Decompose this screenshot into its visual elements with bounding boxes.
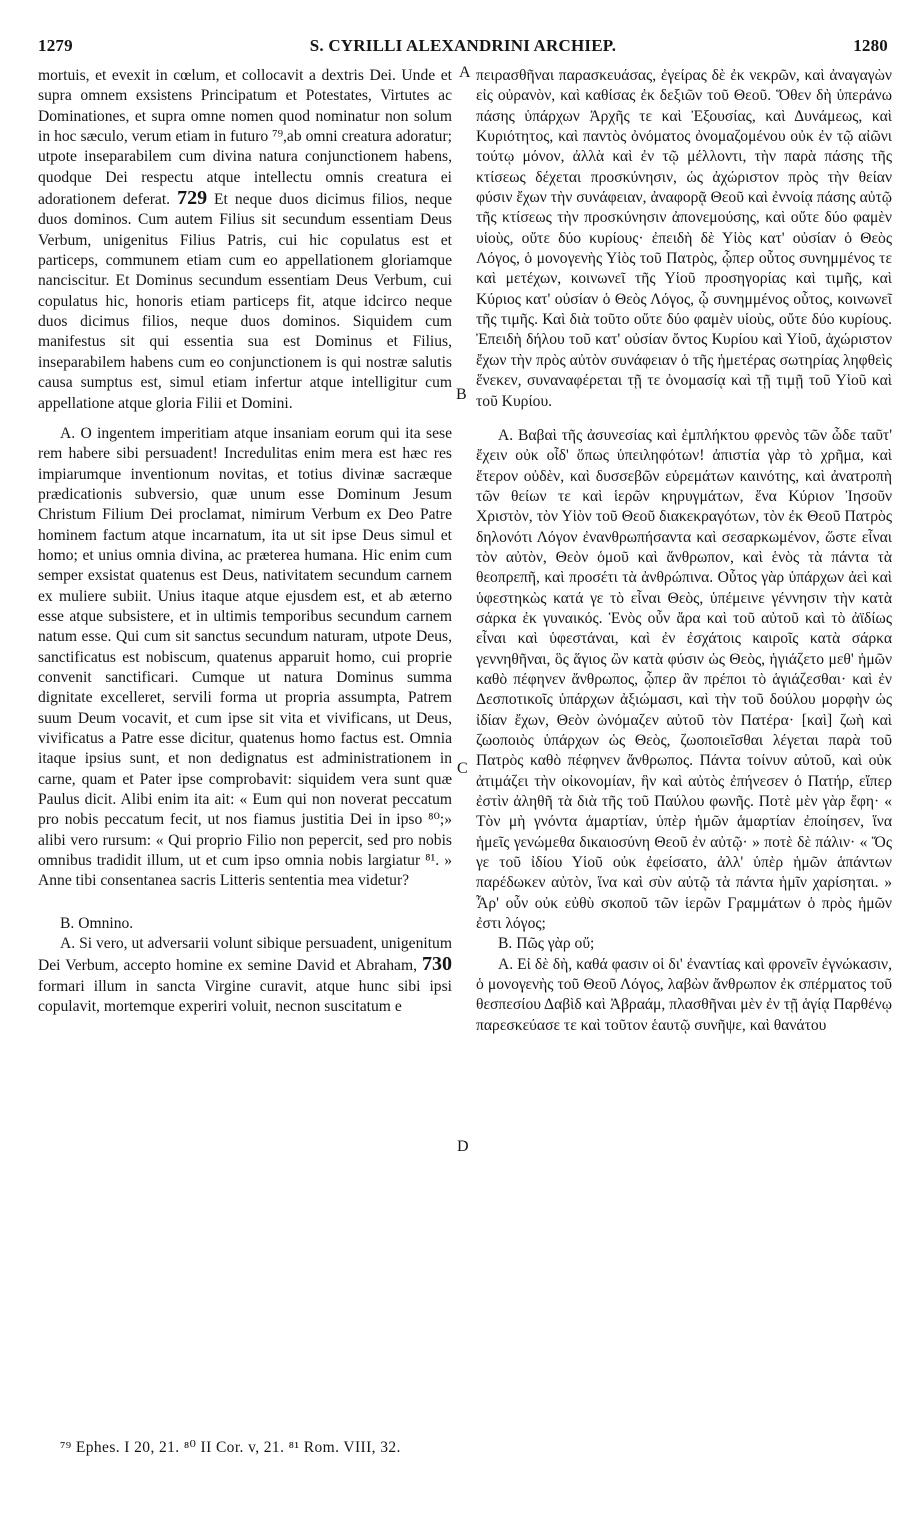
latin-paragraph-2: A. O ingentem imperitiam atque insaniam eorum qui ita sese rem habere sibi persuadent! Incredulitas enim mera est hæc res impiarumque inventionum novitas, et totius divinæ sacræque prædicationis subversio, quæ unum esse Dominum Jesum Christum Filium Dei proclamat, nimirum Verbum ex Deo Patre hominem factum atque incarnatum, ita ut sit ipse Deus simul et homo; et unius omnia divina, ac præterea humana. Hic enim cum semper exsistat quatenus est Deus, nativitatem secundum carnem ex muliere subiit. Unius itaque atque ejusdem est, et ab æterno esse atque subsistere, et in ultimis temporibus secundum carnem natum esse. Qui cum sit sanctus secundum naturam, utpote Deus, sanctificatus est nobiscum, quatenus apparuit homo, cui proprie convenit sanctificari. Cumque ut natura Dominus summa dignitate excelleret, servili forma ut propria assumpta, Patrem suum Deum vocavit, et cum ipse sit vita et vivificans, ut Deus, vivificatus a Patre esse dicitur, quatenus homo factus est. Omnia itaque ipsius sunt, et non dedignatus est administrationem in carne, quam et Pater ipse comprobavit: siquidem vera sunt quæ Paulus dicit. Alibi enim ita ait: « Eum qui non noverat peccatum pro nobis peccatum fecit, ut nos fiamus justitia Dei in ipso ⁸⁰;» alibi vero rursum: « Qui proprio Filio non pepercit, sed pro nobis omnibus tradidit illum, ut et cum ipso omnia nobis largiatur ⁸¹. » Anne tibi consentanea sacris Litteris sententia mea videtur?	[38, 424, 452, 890]
latin-paragraph-3: B. Omnino.	[60, 914, 134, 932]
section-marker-a: A	[459, 64, 471, 81]
page-number-left: 1279	[38, 36, 73, 55]
latin-text-1a: mortuis, et evexit in cœlum, et collocavit a dextris Dei. Unde et supra omnem exsistens Principatum et Potestates, Virtutes ac Dominationes, et supra omne nomen quod nominatur non solum in hoc sæculo, verum etiam in futuro ⁷⁹,ab omni creatura adoratur; utpote inseparabilem cum divina natura conjunctionem habens, quodque Dei respectu atque intellectu omnis creatura ei adorationem deferat.	[38, 67, 452, 209]
running-title: S. CYRILLI ALEXANDRINI ARCHIEP.	[309, 36, 617, 55]
footnotes: ⁷⁹ Ephes. I 20, 21. ⁸⁰ II Cor. v, 21. ⁸¹ Rom. VIII, 32.	[60, 1439, 401, 1456]
greek-column	[476, 66, 892, 1036]
greek-paragraph-4: Α. Εἰ δὲ δὴ, καθά φασιν οἱ δι' ἐναντίας καὶ φρονεῖν ἐγνώκασιν, ὁ μονογενὴς τοῦ Θεοῦ Λόγος, λαβὼν ἄνθρωπον ἐκ σπέρματος τοῦ θεσπεσίου Δαβὶδ καὶ Ἀβραάμ, πλασθῆναι μὲν ἐν τῇ ἁγίᾳ Παρθένῳ παρεσκεύασε τε καὶ τοῦτον ἑαυτῷ συνῆψε, καὶ θανάτου	[476, 955, 892, 1034]
page-number-729: 729	[177, 187, 208, 210]
section-marker-c: C	[457, 760, 468, 777]
latin-text-1b: Et neque duos dicimus filios, neque duos dominos. Cum autem Filius sit secundum essentiam Deus Verbum, unigenitus Filius Patris, cui hic copulatus est et particeps, communem etiam cum eo appellationem gloriamque nanciscitur. Et Dominus secundum essentiam Deus Verbum, cui copulatus hic, honoris etiam particeps fit, atque idcirco neque duos dicimus filios, neque duos dominos. Siquidem cum manifestus sit qui essentia sua est Dominus et Filius, inseparabilem habens cum eo conjunctionem is qui nostræ salutis causa sumptus est, simul etiam infertur atque intelligitur cum appellatione atque gloria Filii et Domini.	[38, 191, 452, 412]
latin-text-4b: formari illum in sancta Virgine curavit, atque hunc sibi ipsi copulavit, mortemque experiri voluit, necnon suscitatum e	[38, 977, 452, 1016]
latin-paragraph-4	[38, 934, 452, 1017]
running-header	[38, 36, 888, 58]
greek-paragraph-2: Α. Βαβαὶ τῆς ἀσυνεσίας καὶ ἐμπλήκτου φρενὸς τῶν ὧδε ταῦτ' ἔχειν οὐκ οἶδ' ὅπως ὑπειληφότων! ἀπιστία γὰρ τὸ χρῆμα, καὶ ἕτερον οὐδὲν, καὶ δυσσεβῶν εὑρεμάτων καινότης, καὶ ἀνατροπὴ τῶν θείων τε καὶ ἱερῶν κηρυγμάτων, ἕνα Κύριον Ἰησοῦν Χριστὸν, τὸν Υἱὸν τοῦ Θεοῦ διακεκραγότων, τὸν ἐκ Θεοῦ Πατρὸς δηλονότι Λόγον ἐνανθρωπήσαντα καὶ σεσαρκωμένον, ὥστε εἶναι τὸν αὐτὸν, Θεὸν ὁμοῦ καὶ ἄνθρωπον, καὶ ἑνὸς τὰ πάντα τὰ θεοπρεπῆ, καὶ προσέτι τὰ ἀνθρώπινα. Οὗτος γὰρ ὑπάρχων ἀεὶ καὶ ὑφεστηκὼς κατά γε τὸ εἶναι Θεὸς, ὑπέμεινε γέννησιν τὴν κατὰ σάρκα ἐκ γυναικός. Ἑνὸς οὖν ἄρα καὶ τοῦ αὐτοῦ καὶ τὸ ἀϊδίως εἶναι καὶ ὑφεστάναι, καὶ ἐν ἐσχάτοις καιροῖς κατὰ σάρκα γεννηθῆναι, ὃς ἅγιος ὢν κατὰ φύσιν ὡς Θεὸς, ἡγιάζετο μεθ' ἡμῶν καθὸ πέφηνεν ἄνθρωπος, ᾧπερ ἂν πρέποι τὸ ἁγιάζεσθαι· καὶ ἐν Δεσποτικοῖς ὑπάρχων ἀξιώμασι, καὶ τὴν τοῦ δούλου μορφὴν ὡς ἰδίαν ἔχων, Θεὸν ὠνόμαζεν αὐτοῦ τὸν Πατέρα· [καὶ] ζωὴ καὶ ζωοποιὸς ὑπάρχων ὡς Θεὸς, ζωοποιεῖσθαι λέγεται παρὰ τοῦ Πατρὸς καθὸ πέφηνεν ἄνθρωπος. Πάντα τοίνυν αὐτοῦ, καὶ οὐκ ἀτιμάζει τὴν οἰκονομίαν, ἣν καὶ αὐτὸς ἐπήνεσεν ὁ Πατήρ, εἴπερ ἐστὶν ἀληθῆ τὰ διὰ τῆς τοῦ Παύλου φωνῆς. Ποτὲ μὲν γὰρ ἔφη· « Τὸν μὴ γνόντα ἁμαρτίαν, ὑπὲρ ἡμῶν ἁμαρτίαν ἐποίησεν, ἵνα ἡμεῖς γενώμεθα δικαιοσύνη Θεοῦ ἐν αὐτῷ· » ποτὲ δὲ πάλιν· « Ὅς γε τοῦ ἰδίου Υἱοῦ οὐκ ἐφείσατο, ἀλλ' ὑπὲρ ἡμῶν ἁπάντων παρέδωκεν αὐτὸν, ἵνα καὶ σὺν αὐτῷ τὰ πάντα ἡμῖν χαρίσηται. » Ἆρ' οὖν οὐκ εὐθὺ σκοποῦ τῶν ἱερῶν Γραμμάτων ὁ πρὸς ἡμῶν ἐστι λόγος;	[476, 426, 892, 933]
page-number-right: 1280	[853, 36, 888, 55]
latin-paragraph-1	[38, 66, 452, 414]
latin-text-4a: A. Si vero, ut adversarii volunt sibique persuadent, unigenitum Dei Verbum, accepto homine ex semine David et Abraham,	[38, 935, 452, 975]
page-number-730: 730	[422, 953, 452, 976]
greek-paragraph-3: Β. Πῶς γὰρ οὔ;	[498, 935, 595, 953]
greek-paragraph-1: πειρασθῆναι παρασκευάσας, ἐγείρας δὲ ἐκ νεκρῶν, καὶ ἀναγαγὼν εἰς οὐρανὸν, καὶ καθίσας ἐκ δεξιῶν τοῦ Θεοῦ. Ὅθεν δὴ ὑπεράνω πάσης ὑπάρχων Ἀρχῆς τε καὶ Ἐξουσίας, καὶ Δυνάμεως, καὶ Κυριότητος, καὶ παντὸς ὀνόματος ὀνομαζομένου οὐκ ἐν τῷ αἰῶνι τούτῳ μόνον, ἀλλὰ καὶ ἐν τῷ μέλλοντι, τὴν παρὰ πάσης τῆς κτίσεως δέχεται προσκύνησιν, ὡς ἀχώριστον πρὸς τὴν θείαν φύσιν ἔχων τὴν συνάφειαν, ἀναφορᾷ Θεοῦ καὶ ἐννοίᾳ πάσης αὐτῷ τῆς κτίσεως τὴν προσκύνησιν ἀπονεμούσης, καὶ οὔτε δύο φαμὲν υἱοὺς, οὔτε δύο κυρίους· ἐπειδὴ δὲ Υἱὸς κατ' οὐσίαν ὁ Θεὸς Λόγος, ὁ μονογενὴς Υἱὸς τοῦ Πατρὸς, ᾧπερ οὗτος συνημμένος τε καὶ μετέχων, κοινωνεῖ τῆς Υἱοῦ προσηγορίας καὶ τιμῆς, καὶ Κύριος κατ' οὐσίαν ὁ Θεὸς Λόγος, ᾧ συνημμένος οὗτος, κοινωνεῖ τῆς τιμῆς. Καὶ διὰ τοῦτο οὔτε δύο φαμὲν υἱοὺς, οὔτε δύο κυρίους. Ἐπειδὴ δήλου τοῦ κατ' οὐσίαν ὄντος Κυρίου καὶ Υἱοῦ, ἀχώριστον ἔχων τὴν πρὸς αὐτὸν συνάφειαν ὁ τῆς ἡμετέρας σωτηρίας ληφθεὶς ἕνεκεν, συναναφέρεται τῇ τε ὀνομασίᾳ καὶ τῇ τιμῇ τοῦ Υἱοῦ καὶ τοῦ Κυρίου.	[476, 67, 892, 410]
section-marker-d: D	[457, 1138, 469, 1155]
latin-column	[38, 66, 452, 1017]
section-marker-b: B	[456, 386, 467, 403]
